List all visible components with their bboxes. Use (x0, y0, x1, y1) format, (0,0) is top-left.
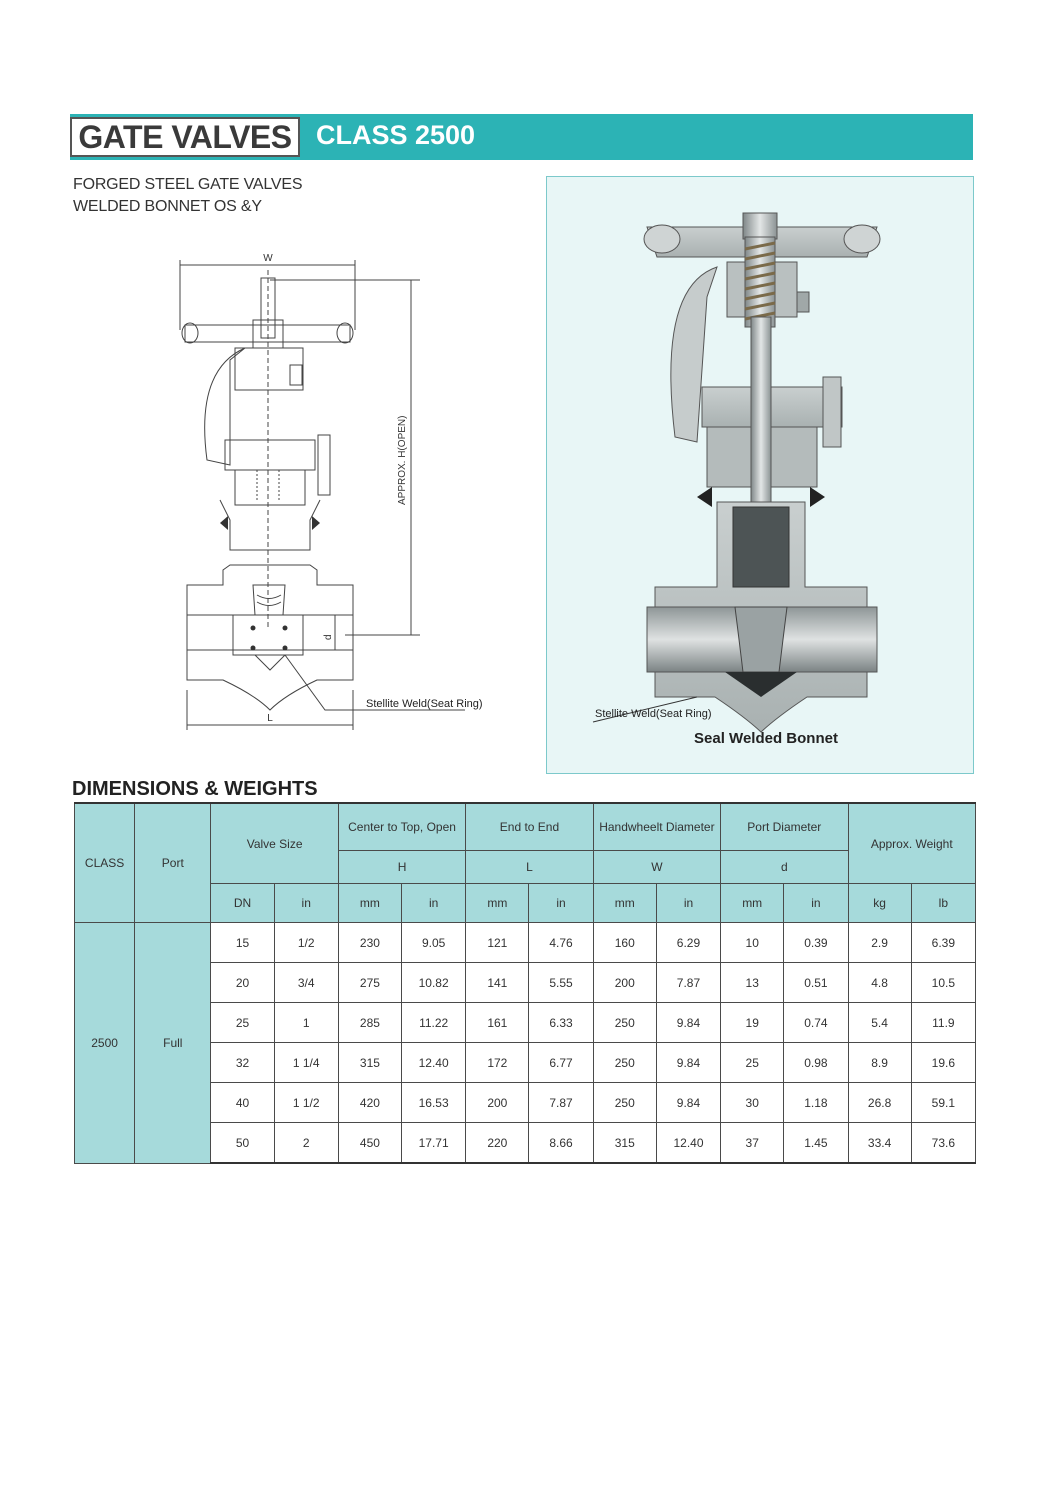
cell-l-mm: 121 (466, 923, 529, 963)
cell-l-in: 4.76 (529, 923, 593, 963)
header-l-mm: mm (466, 884, 529, 923)
class-label: CLASS 2500 (316, 120, 476, 150)
cell-h-in: 11.22 (402, 1003, 466, 1043)
cell-w-in: 6.29 (656, 923, 720, 963)
cell-kg: 2.9 (848, 923, 911, 963)
d-dimension-label: d (323, 634, 334, 640)
header-l-in: in (529, 884, 593, 923)
cell-d-in: 1.18 (784, 1083, 848, 1123)
cell-w-in: 7.87 (656, 963, 720, 1003)
table-row (75, 923, 976, 963)
cell-d-mm: 19 (721, 1003, 784, 1043)
header-h-mm: mm (338, 884, 401, 923)
cell-d-in: 0.39 (784, 923, 848, 963)
section-title: DIMENSIONS & WEIGHTS (72, 778, 318, 800)
header-lb: lb (911, 884, 975, 923)
dimensions-table (74, 802, 976, 1164)
header-center-to-top: Center to Top, Open (338, 803, 465, 851)
cell-lb: 11.9 (911, 1003, 975, 1043)
cell-dn: 40 (211, 1083, 274, 1123)
cell-in: 2 (274, 1123, 338, 1164)
cell-l-in: 6.77 (529, 1043, 593, 1083)
cell-h-mm: 285 (338, 1003, 401, 1043)
cell-d-in: 0.51 (784, 963, 848, 1003)
cell-l-in: 7.87 (529, 1083, 593, 1123)
cell-in: 1 (274, 1003, 338, 1043)
cell-lb: 59.1 (911, 1083, 975, 1123)
cell-d-in: 0.74 (784, 1003, 848, 1043)
l-dimension-label: L (267, 713, 273, 724)
cell-l-mm: 172 (466, 1043, 529, 1083)
cell-h-mm: 275 (338, 963, 401, 1003)
cell-w-in: 12.40 (656, 1123, 720, 1164)
header-kg: kg (848, 884, 911, 923)
cell-h-in: 9.05 (402, 923, 466, 963)
cell-d-in: 1.45 (784, 1123, 848, 1164)
header-valve-size: Valve Size (211, 803, 338, 884)
cell-lb: 19.6 (911, 1043, 975, 1083)
header-approx-weight: Approx. Weight (848, 803, 976, 884)
cell-l-in: 5.55 (529, 963, 593, 1003)
page-title: GATE VALVES (70, 117, 300, 157)
cell-in: 1/2 (274, 923, 338, 963)
cell-d-mm: 37 (721, 1123, 784, 1164)
cell-lb: 73.6 (911, 1123, 975, 1164)
header-w-in: in (656, 884, 720, 923)
photo-caption: Seal Welded Bonnet (694, 730, 838, 747)
header-dn: DN (211, 884, 274, 923)
header-w: W (593, 851, 720, 884)
header-d: d (721, 851, 848, 884)
cell-w-mm: 250 (593, 1003, 656, 1043)
header-h: H (338, 851, 465, 884)
cell-in: 1 1/2 (274, 1083, 338, 1123)
cell-kg: 26.8 (848, 1083, 911, 1123)
cell-w-in: 9.84 (656, 1043, 720, 1083)
cell-in: 1 1/4 (274, 1043, 338, 1083)
cell-d-mm: 25 (721, 1043, 784, 1083)
cell-l-mm: 141 (466, 963, 529, 1003)
header-d-in: in (784, 884, 848, 923)
cell-h-in: 12.40 (402, 1043, 466, 1083)
header-end-to-end: End to End (466, 803, 593, 851)
cell-w-mm: 200 (593, 963, 656, 1003)
port-value: Full (135, 923, 211, 1164)
cell-h-in: 16.53 (402, 1083, 466, 1123)
header-class: CLASS (75, 803, 135, 923)
cell-w-mm: 250 (593, 1083, 656, 1123)
header-w-mm: mm (593, 884, 656, 923)
cell-l-in: 8.66 (529, 1123, 593, 1164)
cell-l-mm: 200 (466, 1083, 529, 1123)
cutaway-illustration-panel (546, 176, 974, 774)
cell-in: 3/4 (274, 963, 338, 1003)
cell-dn: 32 (211, 1043, 274, 1083)
cell-dn: 50 (211, 1123, 274, 1164)
cell-d-mm: 30 (721, 1083, 784, 1123)
header-port: Port (135, 803, 211, 923)
w-dimension-label: W (263, 253, 273, 264)
drawing-weld-label: Stellite Weld(Seat Ring) (366, 698, 483, 710)
cell-dn: 25 (211, 1003, 274, 1043)
cell-lb: 10.5 (911, 963, 975, 1003)
cell-d-mm: 10 (721, 923, 784, 963)
cell-h-in: 10.82 (402, 963, 466, 1003)
cell-w-mm: 160 (593, 923, 656, 963)
cell-l-in: 6.33 (529, 1003, 593, 1043)
header-l: L (466, 851, 593, 884)
class-value: 2500 (75, 923, 135, 1164)
cell-kg: 8.9 (848, 1043, 911, 1083)
cell-h-in: 17.71 (402, 1123, 466, 1164)
cell-dn: 15 (211, 923, 274, 963)
cell-w-in: 9.84 (656, 1083, 720, 1123)
cell-w-in: 9.84 (656, 1003, 720, 1043)
cell-w-mm: 250 (593, 1043, 656, 1083)
cell-d-mm: 13 (721, 963, 784, 1003)
cell-kg: 5.4 (848, 1003, 911, 1043)
cell-kg: 4.8 (848, 963, 911, 1003)
cell-h-mm: 315 (338, 1043, 401, 1083)
cell-l-mm: 161 (466, 1003, 529, 1043)
cell-lb: 6.39 (911, 923, 975, 963)
title-bar (70, 114, 973, 160)
header-h-in: in (402, 884, 466, 923)
photo-weld-label: Stellite Weld(Seat Ring) (595, 708, 712, 720)
valve-cutaway-illustration (547, 177, 975, 775)
cell-h-mm: 420 (338, 1083, 401, 1123)
cell-l-mm: 220 (466, 1123, 529, 1164)
valve-technical-drawing (175, 250, 475, 730)
cell-h-mm: 450 (338, 1123, 401, 1164)
cell-h-mm: 230 (338, 923, 401, 963)
header-handwheel: Handwheelt Diameter (593, 803, 720, 851)
subtitle-line-2: WELDED BONNET OS &Y (73, 198, 262, 215)
subtitle-line-1: FORGED STEEL GATE VALVES (73, 176, 303, 193)
header-port-diameter: Port Diameter (721, 803, 848, 851)
cell-dn: 20 (211, 963, 274, 1003)
cell-w-mm: 315 (593, 1123, 656, 1164)
header-d-mm: mm (721, 884, 784, 923)
cell-d-in: 0.98 (784, 1043, 848, 1083)
h-dimension-label: APPROX. H(OPEN) (397, 415, 408, 505)
header-in: in (274, 884, 338, 923)
cell-kg: 33.4 (848, 1123, 911, 1164)
